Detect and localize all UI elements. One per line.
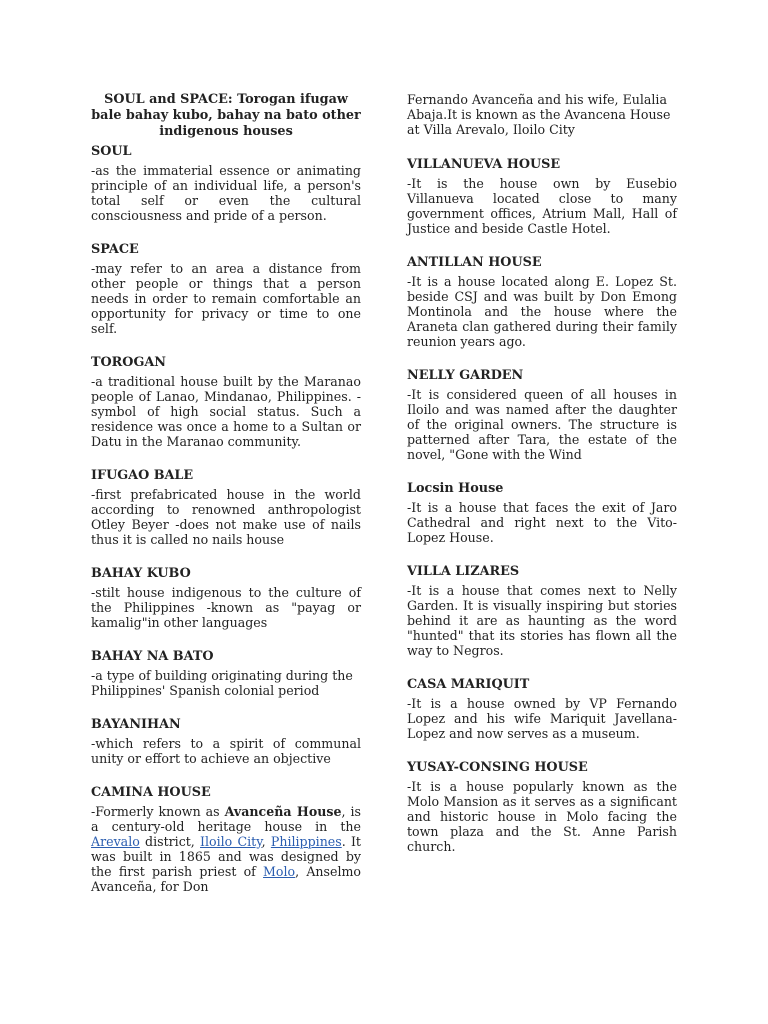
text-run: . It was built in 1865 and was designed by the first parish priest of — [91, 834, 361, 879]
section-text: -a traditional house built by the Maranao people of Lanao, Mindanao, Philippines. -symbol of high social status. Such a residence was once a home to a Sultan or Datu in the Maranao community. — [91, 374, 361, 449]
section-text: -a type of building originating during the Philippines' Spanish colonial period — [91, 668, 353, 698]
section-heading: IFUGAO BALE — [91, 468, 194, 483]
section-heading: SOUL — [91, 144, 132, 159]
text-run: , — [261, 834, 271, 849]
section-heading: CAMINA HOUSE — [91, 785, 211, 800]
section-yusay-consing-house — [407, 760, 677, 854]
section-villa-lizares — [407, 564, 677, 658]
section-heading: YUSAY-CONSING HOUSE — [407, 760, 588, 775]
section-text: -It is a house that faces the exit of Jaro Cathedral and right next to the Vito-Lopez House. — [407, 500, 677, 545]
section-heading: NELLY GARDEN — [407, 368, 524, 383]
section-heading: BAHAY NA BATO — [91, 649, 214, 664]
link-philippines[interactable]: Philippines — [270, 834, 342, 849]
section-text: -which refers to a spirit of communal unity or effort to achieve an objective — [91, 736, 361, 766]
section-space — [91, 242, 361, 336]
section-text: -as the immaterial essence or animating principle of an individual life, a person's total self or even the cultural consciousness and pride of a person. — [91, 163, 361, 223]
section-camina-house — [91, 785, 361, 894]
section-heading: ANTILLAN HOUSE — [407, 255, 542, 270]
section-bahay-kubo — [91, 566, 361, 630]
text-run: district, — [139, 834, 201, 849]
section-bayanihan — [91, 717, 361, 766]
left-column — [91, 92, 361, 913]
continued-text: Fernando Avanceña and his wife, Eulalia Abaja.It is known as the Avancena House at Villa Arevalo, Iloilo City — [407, 92, 671, 137]
text-run: -Formerly known as — [91, 804, 225, 819]
bold-term: Avanceña House — [224, 804, 342, 819]
right-column — [407, 92, 677, 873]
section-torogan — [91, 355, 361, 449]
section-heading: TOROGAN — [91, 355, 167, 370]
section-bahay-na-bato — [91, 649, 361, 698]
section-text — [91, 804, 361, 894]
section-ifugao-bale — [91, 468, 361, 547]
link-molo[interactable]: Molo — [263, 864, 296, 879]
section-soul — [91, 144, 361, 223]
section-text: -It is a house popularly known as the Molo Mansion as it serves as a significant and historic house in Molo facing the town plaza and the St. Anne Parish church. — [407, 779, 677, 854]
section-heading: SPACE — [91, 242, 139, 257]
section-heading: BAHAY KUBO — [91, 566, 191, 581]
section-locsin-house — [407, 481, 677, 545]
section-text: -It is the house own by Eusebio Villanueva located close to many government offices, Atrium Mall, Hall of Justice and beside Castle Hotel. — [407, 176, 677, 236]
link-iloilo-city[interactable]: Iloilo City — [200, 834, 262, 849]
section-text: -first prefabricated house in the world according to renowned anthropologist Otley Beyer -does not make use of nails thus it is called no nails house — [91, 487, 361, 547]
section-casa-mariquit — [407, 677, 677, 741]
section-text: -It is considered queen of all houses in Iloilo and was named after the daughter of the original owners. The structure is patterned after Tara, the estate of the novel, "Gone with the Wind — [407, 387, 677, 462]
section-villanueva-house — [407, 157, 677, 236]
link-arevalo[interactable]: Arevalo — [91, 834, 140, 849]
section-heading: Locsin House — [407, 481, 504, 496]
section-nelly-garden — [407, 368, 677, 462]
section-heading: VILLANUEVA HOUSE — [407, 157, 561, 172]
section-antillan-house — [407, 255, 677, 349]
section-text: -stilt house indigenous to the culture of the Philippines -known as "payag or kamalig"in other languages — [91, 585, 361, 630]
section-heading: BAYANIHAN — [91, 717, 181, 732]
section-heading: VILLA LIZARES — [407, 564, 520, 579]
section-text: -It is a house located along E. Lopez St. beside CSJ and was built by Don Emong Montinola and the house where the Araneta clan gathered during their family reunion years ago. — [407, 274, 677, 349]
section-text: -It is a house owned by VP Fernando Lopez and his wife Mariquit Javellana-Lopez and now serves as a museum. — [407, 696, 677, 741]
text-run: , Anselmo Avanceña, for Don — [91, 864, 361, 894]
document-title: SOUL and SPACE: Torogan ifugaw bale bahay kubo, bahay na bato other indigenous houses — [91, 92, 361, 139]
section-text: -It is a house that comes next to Nelly Garden. It is visually inspiring but stories behind it are as haunting as the word "hunted" that its stories has flown all the way to Negros. — [407, 583, 677, 658]
section-text: -may refer to an area a distance from other people or things that a person needs in order to remain comfortable an opportunity for privacy or time to one self. — [91, 261, 361, 336]
section-heading: CASA MARIQUIT — [407, 677, 530, 692]
text-run: , is a century-old heritage house in the — [91, 804, 361, 834]
